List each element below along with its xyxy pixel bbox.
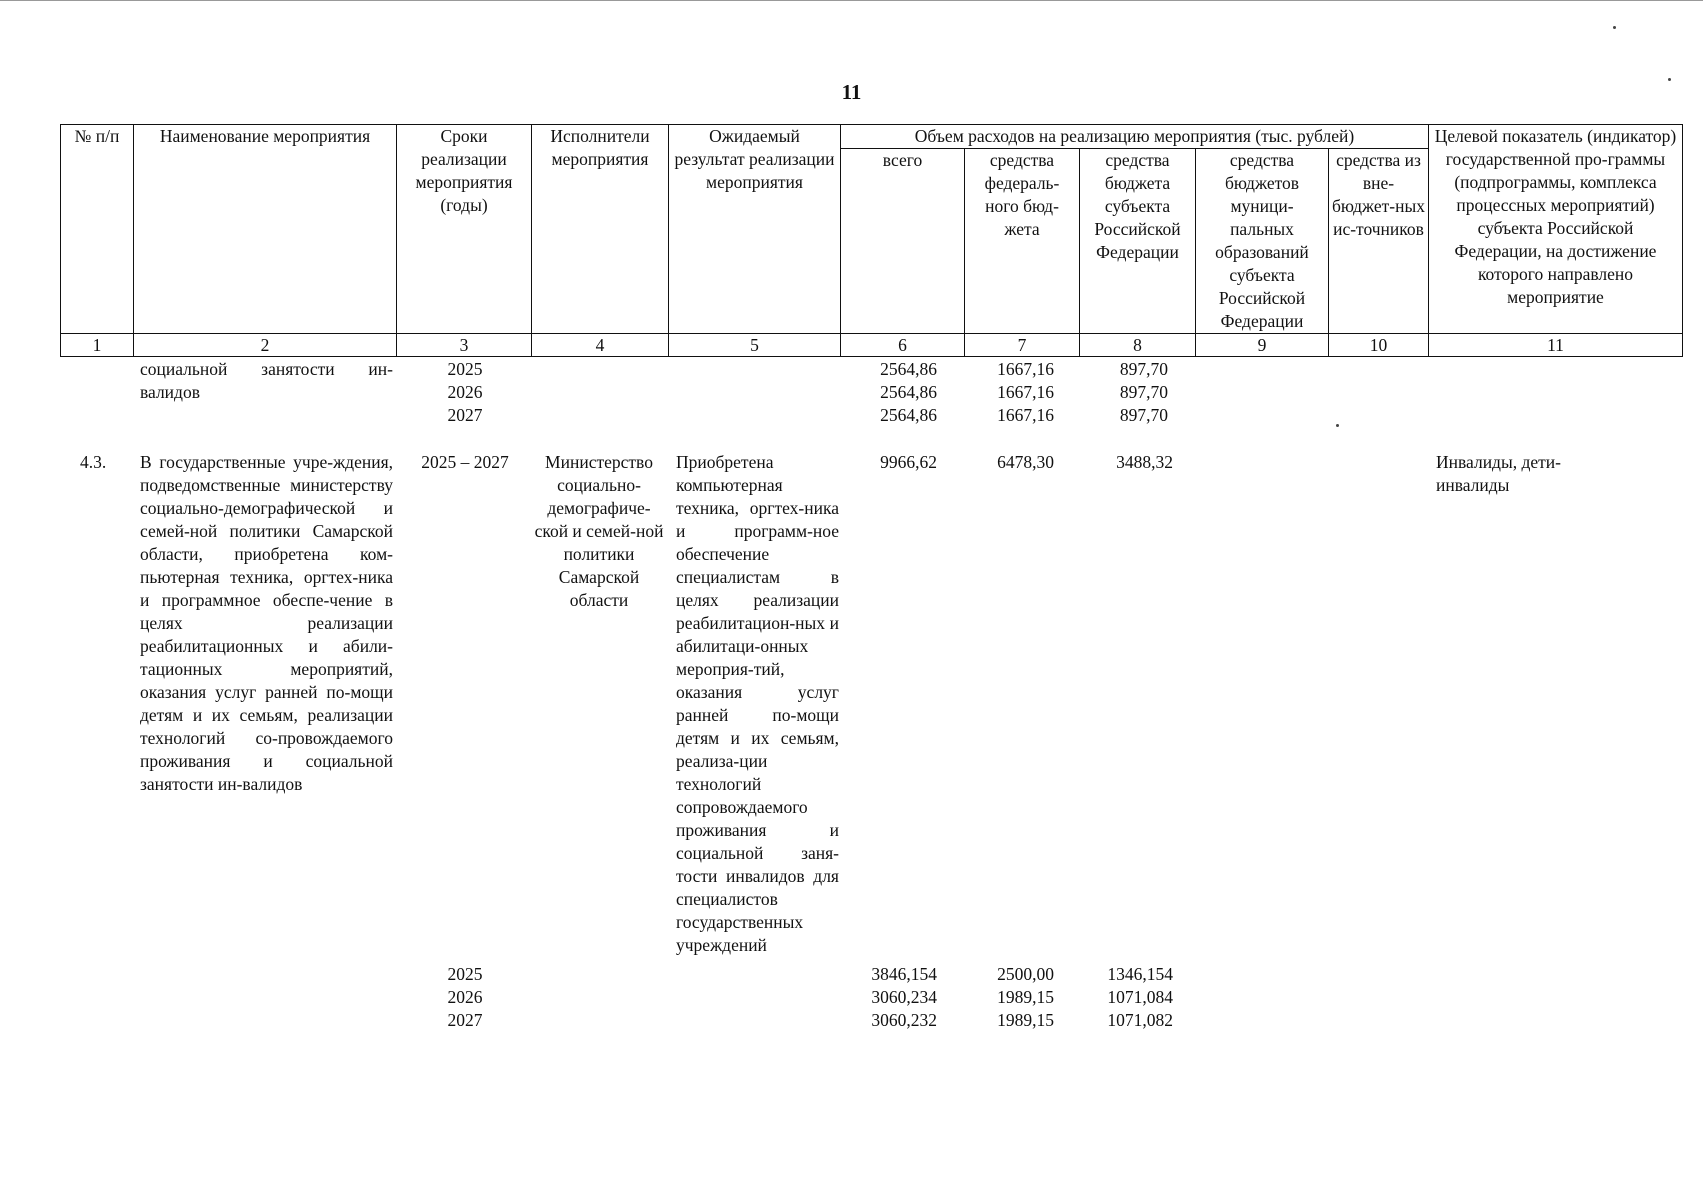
column-number: 7 — [965, 334, 1080, 357]
column-number: 2 — [134, 334, 397, 357]
total-cell: 3060,232 — [871, 1010, 937, 1030]
item-number: 4.3. — [80, 452, 107, 472]
table-header — [60, 124, 1683, 357]
header-col-federal: средства федераль-ного бюд-жета — [965, 149, 1080, 334]
column-number: 8 — [1080, 334, 1196, 357]
column-number: 9 — [1196, 334, 1329, 357]
scan-speck — [1613, 26, 1616, 29]
header-col-offbudget: средства из вне-бюджет-ных ис-точников — [1329, 149, 1429, 334]
year-cell: 2027 — [447, 1010, 483, 1030]
header-col-executor: Исполнители мероприятия — [532, 125, 669, 334]
total-cell: 2564,86 — [880, 382, 937, 402]
total-cell: 2564,86 — [880, 405, 937, 425]
top-scan-line — [0, 0, 1703, 1]
item-total: 9966,62 — [880, 452, 937, 472]
regional-cell: 897,70 — [1119, 359, 1168, 379]
federal-cell: 1667,16 — [997, 359, 1054, 379]
column-number: 4 — [532, 334, 669, 357]
item-result: Приобретена компьютерная техника, оргтех-ника и программ-ное обеспечение специалистам в целях реализации реабилитацион-ных и абилитаци-онных мероприя-тий, оказания услуг ранней по-мощи детям и их семьям, реализа-ции технологий сопровождаемого проживания и социальной заня-тости инвалидов для специалистов государственных учреждений — [676, 452, 839, 955]
page-number: 11 — [841, 80, 862, 104]
column-number: 1 — [61, 334, 134, 357]
regional-cell: 897,70 — [1119, 382, 1168, 402]
item-indicator: Инвалиды, дети-инвалиды — [1436, 452, 1561, 495]
header-col-period: Сроки реализации мероприятия (годы) — [397, 125, 532, 334]
item-regional: 3488,32 — [1116, 452, 1173, 472]
year-cell: 2026 — [447, 382, 483, 402]
total-cell: 3846,154 — [871, 964, 937, 984]
year-cell: 2025 — [447, 359, 483, 379]
total-cell: 3060,234 — [871, 987, 937, 1007]
federal-cell: 2500,00 — [997, 964, 1054, 984]
regional-cell: 1346,154 — [1107, 964, 1173, 984]
column-number: 5 — [669, 334, 841, 357]
header-col-municipal: средства бюджетов муници-пальных образований субъекта Российской Федерации — [1196, 149, 1329, 334]
year-cell: 2025 — [447, 964, 483, 984]
scan-speck — [1668, 78, 1671, 81]
header-col-total: всего — [841, 149, 965, 334]
header-expense-group: Объем расходов на реализацию мероприятия (тыс. рублей) — [841, 125, 1429, 149]
regional-cell: 1071,084 — [1107, 987, 1173, 1007]
scan-speck — [1336, 424, 1339, 427]
federal-cell: 1989,15 — [997, 987, 1054, 1007]
item-name: В государственные учре-ждения, подведомственные министерству социально-демографической и семей-ной политики Самарской области, приобретена ком-пьютерная техника, оргтех-ника и программное обеспе-чение в целях реализации реабилитационных и абили-тационных мероприятий, оказания услуг ранней по-мощи детям и их семьям, реализации технологий со-провождаемого проживания и социальной занятости ин-валидов — [140, 452, 393, 794]
federal-cell: 1667,16 — [997, 382, 1054, 402]
item-executor: Министерство социально-демографиче-ской и семей-ной политики Самарской области — [534, 452, 664, 610]
federal-cell: 1989,15 — [997, 1010, 1054, 1030]
year-cell: 2026 — [447, 987, 483, 1007]
column-number: 11 — [1429, 334, 1683, 357]
item-federal: 6478,30 — [997, 452, 1054, 472]
continued-item-name: социальной занятости ин-валидов — [140, 359, 393, 402]
column-number: 6 — [841, 334, 965, 357]
regional-cell: 897,70 — [1119, 405, 1168, 425]
header-col-number: № п/п — [61, 125, 134, 334]
regional-cell: 1071,082 — [1107, 1010, 1173, 1030]
total-cell: 2564,86 — [880, 359, 937, 379]
federal-cell: 1667,16 — [997, 405, 1054, 425]
item-period: 2025 – 2027 — [421, 452, 509, 472]
header-col-indicator: Целевой показатель (индикатор) государственной про-граммы (подпрограммы, комплекса процессных мероприятий) субъекта Российской Федерации, на достижение которого направлено мероприятие — [1429, 125, 1683, 334]
year-cell: 2027 — [447, 405, 483, 425]
column-number: 3 — [397, 334, 532, 357]
header-col-name: Наименование мероприятия — [134, 125, 397, 334]
header-col-result: Ожидаемый результат реализации мероприятия — [669, 125, 841, 334]
header-col-regional: средства бюджета субъекта Российской Федерации — [1080, 149, 1196, 334]
column-number: 10 — [1329, 334, 1429, 357]
